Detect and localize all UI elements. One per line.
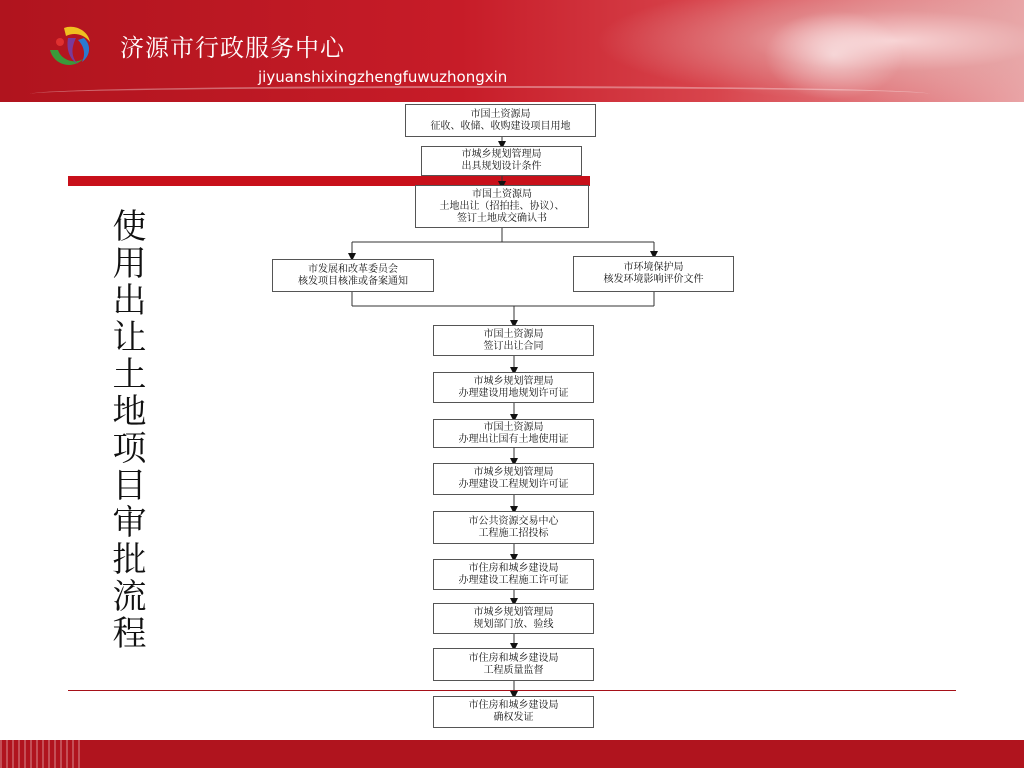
step-action: 规划部门放、验线	[473, 618, 554, 630]
step-action: 土地出让（招拍挂、协议）、	[439, 200, 565, 212]
step-action: 工程质量监督	[483, 664, 544, 676]
step-agency: 市住房和城乡建设局	[468, 562, 559, 574]
site-pinyin: jiyuanshixingzhengfuwuzhongxin	[258, 68, 508, 86]
step-action: 核发项目核准或备案通知	[298, 275, 408, 287]
flow-step-land-use-certificate	[433, 419, 594, 448]
step-action: 办理出让国有土地使用证	[458, 433, 569, 445]
divider-line	[68, 690, 956, 691]
flow-step-transfer-contract	[433, 325, 594, 356]
step-action: 出具规划设计条件	[461, 161, 542, 172]
step-agency: 市国土资源局	[470, 108, 531, 120]
flow-step-line-setting	[433, 603, 594, 634]
step-action-cont: 签订土地成交确认书	[457, 212, 547, 224]
site-title: 济源市行政服务中心	[120, 34, 345, 62]
step-agency: 市城乡规划管理局	[473, 467, 554, 478]
page-title: 使用出让土地项目审批流程	[106, 208, 146, 652]
flow-step-land-planning-permit	[433, 372, 594, 403]
step-action: 办理建设工程施工许可证	[458, 574, 569, 586]
step-agency: 市国土资源局	[483, 328, 544, 340]
step-agency: 市环境保护局	[623, 262, 684, 273]
step-action: 办理建设工程规划许可证	[458, 479, 569, 490]
step-agency: 市发展和改革委员会	[308, 263, 398, 275]
step-action: 核发环境影响评价文件	[603, 274, 704, 285]
flow-step-quality-supervision	[433, 648, 594, 681]
step-action: 征收、收储、收购建设项目用地	[430, 120, 571, 132]
flow-step-land-transfer	[415, 185, 589, 228]
step-action: 办理建设用地规划许可证	[458, 387, 569, 399]
footer-pattern	[0, 740, 80, 768]
flow-step-environmental-assessment	[573, 256, 734, 292]
flow-step-project-approval	[272, 259, 434, 292]
step-agency: 市国土资源局	[472, 188, 532, 200]
step-agency: 市住房和城乡建设局	[468, 700, 559, 711]
step-action: 确权发证	[493, 712, 534, 723]
step-agency: 市住房和城乡建设局	[468, 652, 559, 664]
footer-bar	[0, 740, 1024, 768]
flow-step-construction-planning-permit	[433, 463, 594, 495]
step-agency: 市城乡规划管理局	[473, 375, 554, 387]
flow-step-construction-bidding	[433, 511, 594, 544]
flow-step-ownership-certificate	[433, 696, 594, 728]
step-agency: 市城乡规划管理局	[461, 149, 542, 160]
flow-step-planning-conditions	[421, 146, 582, 176]
flow-step-land-acquisition	[405, 104, 596, 137]
step-action: 签订出让合同	[483, 340, 544, 352]
step-agency: 市城乡规划管理局	[473, 606, 554, 618]
step-action: 工程施工招投标	[478, 527, 549, 539]
step-agency: 市国土资源局	[483, 421, 544, 433]
flow-step-construction-permit	[433, 559, 594, 590]
step-agency: 市公共资源交易中心	[468, 515, 559, 527]
